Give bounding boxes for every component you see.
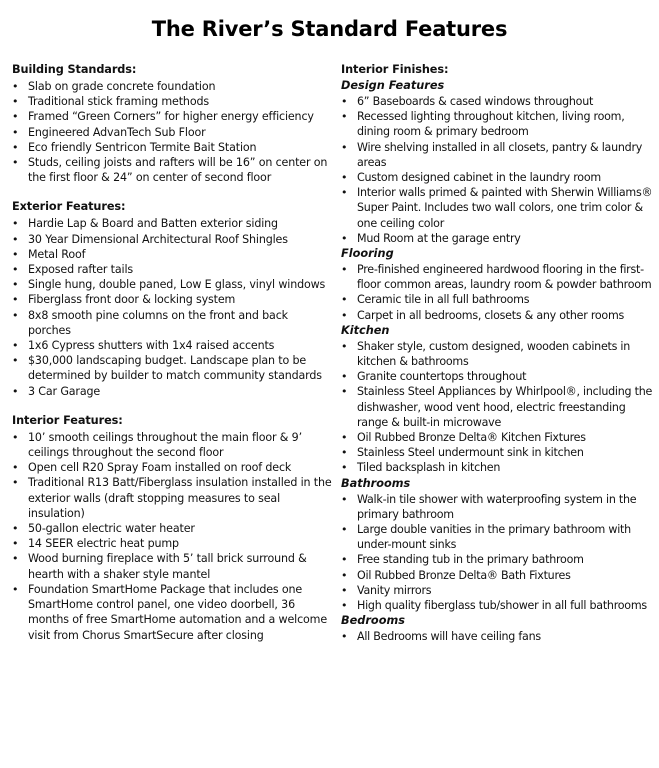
design-features-section	[341, 79, 657, 246]
feature-item: • Ceramic tile in all full bathrooms	[341, 292, 657, 307]
feature-item: • Free standing tub in the primary bathroom	[341, 552, 657, 567]
feature-list	[12, 216, 334, 398]
feature-item: • Eco friendly Sentricon Termite Bait Station	[12, 140, 334, 155]
subsection-heading: Bathrooms	[341, 476, 411, 490]
page-title: The River’s Standard Features	[151, 17, 508, 41]
feature-list	[341, 492, 657, 614]
section-heading: Interior Finishes:	[341, 63, 449, 76]
flooring-section	[341, 247, 657, 323]
feature-item: • $30,000 landscaping budget. Landscape plan to be determined by builder to match community standards	[12, 353, 334, 383]
feature-list	[12, 79, 334, 185]
section-heading: Exterior Features:	[12, 200, 126, 214]
feature-item: • 14 SEER electric heat pump	[12, 536, 334, 551]
feature-list	[341, 94, 657, 246]
subsection-heading: Kitchen	[341, 323, 390, 337]
feature-item: • Wood burning fireplace with 5’ tall brick surround & hearth with a shaker style mantel	[12, 551, 334, 581]
left-column	[12, 63, 334, 658]
feature-item: • Oil Rubbed Bronze Delta® Bath Fixtures	[341, 568, 657, 583]
feature-item: • All Bedrooms will have ceiling fans	[341, 629, 657, 644]
feature-list	[341, 262, 657, 323]
section-heading: Building Standards:	[12, 63, 137, 76]
exterior-features-section	[12, 200, 334, 398]
feature-item: • Wire shelving installed in all closets, pantry & laundry areas	[341, 140, 657, 170]
feature-item: • Fiberglass front door & locking system	[12, 292, 334, 307]
feature-item: • 30 Year Dimensional Architectural Roof Shingles	[12, 232, 334, 247]
feature-item: • Large double vanities in the primary bathroom with under-mount sinks	[341, 522, 657, 552]
feature-item: • Hardie Lap & Board and Batten exterior siding	[12, 216, 334, 231]
feature-item: • 1x6 Cypress shutters with 1x4 raised accents	[12, 338, 334, 353]
feature-item: • Recessed lighting throughout kitchen, living room, dining room & primary bedroom	[341, 109, 657, 139]
subsection-heading: Design Features	[341, 79, 445, 92]
bedrooms-section	[341, 614, 657, 644]
subsection-heading: Bedrooms	[341, 614, 405, 628]
feature-item: • Granite countertops throughout	[341, 369, 657, 384]
feature-item: • Stainless Steel Appliances by Whirlpool®, including the dishwasher, wood vent hood, electric freestanding range & built-in microwave	[341, 384, 657, 430]
feature-item: • Open cell R20 Spray Foam installed on roof deck	[12, 460, 334, 475]
feature-item: • Traditional R13 Batt/Fiberglass insulation installed in the exterior walls (draft stopping measures to seal insulation)	[12, 475, 334, 521]
feature-item: • Framed “Green Corners” for higher energy efficiency	[12, 109, 334, 124]
feature-list	[341, 629, 657, 644]
section-heading: Interior Features:	[12, 413, 123, 427]
feature-list	[12, 430, 334, 643]
feature-item: • Pre-finished engineered hardwood flooring in the first-floor common areas, laundry room & powder bathroom	[341, 262, 657, 292]
subsection-heading: Flooring	[341, 247, 394, 261]
interior-features-section	[12, 414, 334, 643]
feature-item: • 50-gallon electric water heater	[12, 521, 334, 536]
feature-item: • 3 Car Garage	[12, 384, 334, 399]
feature-item: • Vanity mirrors	[341, 583, 657, 598]
feature-item: • Custom designed cabinet in the laundry room	[341, 170, 657, 185]
feature-item: • 6” Baseboards & cased windows throughout	[341, 94, 657, 109]
feature-item: • 8x8 smooth pine columns on the front and back porches	[12, 308, 334, 338]
feature-item: • Metal Roof	[12, 247, 334, 262]
kitchen-section	[341, 324, 657, 476]
feature-item: • Exposed rafter tails	[12, 262, 334, 277]
feature-item: • Engineered AdvanTech Sub Floor	[12, 125, 334, 140]
feature-item: • Shaker style, custom designed, wooden cabinets in kitchen & bathrooms	[341, 339, 657, 369]
right-column	[341, 63, 657, 645]
feature-item: • Interior walls primed & painted with Sherwin Williams® Super Paint. Includes two wall colors, one trim color & one ceiling color	[341, 185, 657, 231]
feature-item: • Carpet in all bedrooms, closets & any other rooms	[341, 308, 657, 323]
feature-item: • Mud Room at the garage entry	[341, 231, 657, 246]
feature-item: • Stainless Steel undermount sink in kitchen	[341, 445, 657, 460]
feature-item: • Slab on grade concrete foundation	[12, 79, 334, 94]
building-standards-section	[12, 63, 334, 185]
feature-item: • Studs, ceiling joists and rafters will be 16” on center on the first floor & 24” on center of second floor	[12, 155, 334, 185]
feature-item: • Single hung, double paned, Low E glass, vinyl windows	[12, 277, 334, 292]
feature-item: • Traditional stick framing methods	[12, 94, 334, 109]
feature-item: • Oil Rubbed Bronze Delta® Kitchen Fixtures	[341, 430, 657, 445]
bathrooms-section	[341, 477, 657, 614]
feature-item: • Tiled backsplash in kitchen	[341, 460, 657, 475]
feature-item: • 10’ smooth ceilings throughout the main floor & 9’ ceilings throughout the second floor	[12, 430, 334, 460]
feature-item: • Walk-in tile shower with waterproofing system in the primary bathroom	[341, 492, 657, 522]
feature-item: • High quality fiberglass tub/shower in all full bathrooms	[341, 598, 657, 613]
feature-list	[341, 339, 657, 476]
feature-item: • Foundation SmartHome Package that includes one SmartHome control panel, one video doorbell, 36 months of free SmartHome automation and a welcome visit from Chorus SmartSecure after closing	[12, 582, 334, 643]
